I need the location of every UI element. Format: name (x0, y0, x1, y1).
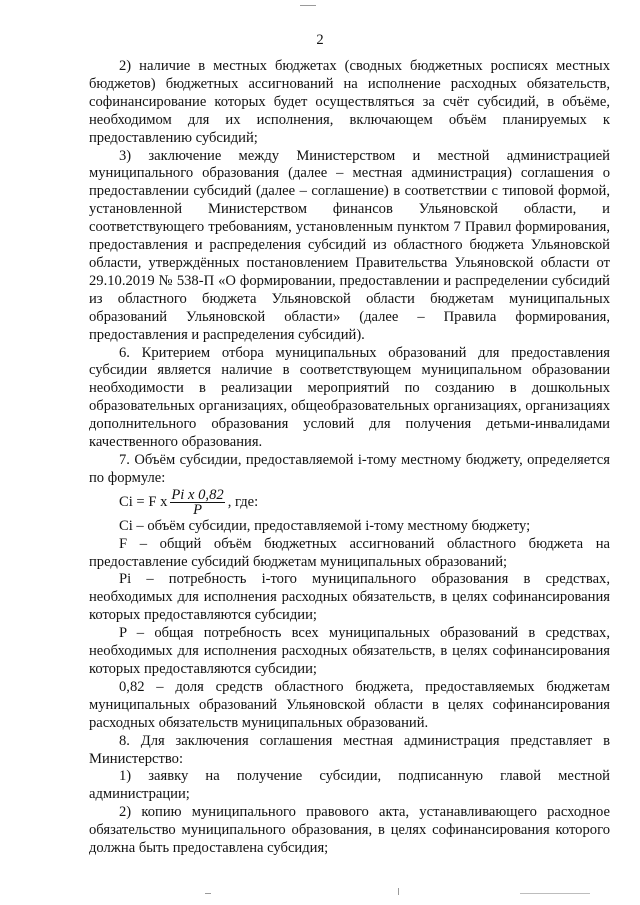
definition-082: 0,82 – доля средств областного бюджета, предоставляемых бюджетам муниципальных образований Ульяновской области в целях софинансирования расходных обязательств муниципальных образований. (89, 678, 610, 731)
definition-ci: Ci – объём субсидии, предоставляемой i-тому местному бюджету; (119, 517, 531, 534)
scan-artifact-top (300, 5, 316, 6)
paragraph-list-item-2: 2) копию муниципального правового акта, устанавливающего расходное обязательство муниципального образования, в целях софинансирования которого должна быть предоставлена субсидия; (89, 804, 610, 857)
formula-suffix: , где: (227, 493, 259, 510)
paragraph-section-8: 8. Для заключения соглашения местная администрация представляет в Министерство: (89, 732, 610, 767)
scan-artifact-bottom-left (205, 893, 211, 894)
definition-f: F – общий объём бюджетных ассигнований областного бюджета на предоставление субсидий бюджетам муниципальных образований; (89, 535, 610, 570)
paragraph-section-6: 6. Критерием отбора муниципальных образований для предоставления субсидии является наличие в соответствующем муниципальном образовании необходимости в реализации мероприятий по созданию в дошкольных образовательных организациях, общеобразовательных организациях, организациях дополнительного образования условий для получения детьми-инвалидами качественного образования. (89, 344, 610, 451)
paragraph-section-7: 7. Объём субсидии, предоставляемой i-тому местному бюджету, определяется по формуле: (89, 451, 610, 486)
paragraph-item-3: 3) заключение между Министерством и местной администрацией муниципального образования (далее – местная администрация) соглашения о предоставлении субсидий (далее – соглашение) в соответствии с типовой формой, установленной Министерством финансов Ульяновской области, и соответствующего требованиям, установленным пунктом 7 Правил формирования, предоставления и распределения субсидий из областного бюджета Ульяновской области, утверждённых постановлением Правительства Ульяновской области от 29.10.2019 № 538-П «О формировании, предоставлении и распределении субсидий из областного бюджета Ульяновской области бюджетам муниципальных образований Ульяновской области» (далее – Правила формирования, предоставления и распределения субсидий). (89, 147, 610, 343)
page-number: 2 (316, 32, 324, 48)
paragraph-list-item-1: 1) заявку на получение субсидии, подписанную главой местной администрации; (89, 768, 610, 803)
subsidy-formula (119, 488, 610, 518)
paragraph-item-2: 2) наличие в местных бюджетах (сводных бюджетных росписях местных бюджетов) бюджетных ассигнований на исполнение расходных обязательств, софинансирование которых будет осуществляться за счёт субсидий, в объёме, необходимом для их исполнения, включающем объём планируемых к предоставлению субсидий; (89, 58, 610, 146)
formula-lhs: Ci = F x (119, 493, 168, 510)
scan-artifact-bottom-center (398, 888, 399, 895)
formula-numerator: Pi x 0,82 (171, 487, 224, 504)
document-body (89, 58, 610, 858)
definition-p: P – общая потребность всех муниципальных образований в средствах, необходимых для исполнения расходных обязательств, в целях софинансирования которых предоставляются субсидии; (89, 625, 610, 677)
scan-artifact-bottom-right (520, 893, 590, 894)
formula-fraction (170, 488, 224, 517)
definition-pi: Pi – потребность i-того муниципального образования в средствах, необходимых для исполнения расходных обязательств, в целях софинансирования которых предоставляются субсидии; (89, 571, 610, 624)
formula-denominator: P (193, 502, 202, 519)
